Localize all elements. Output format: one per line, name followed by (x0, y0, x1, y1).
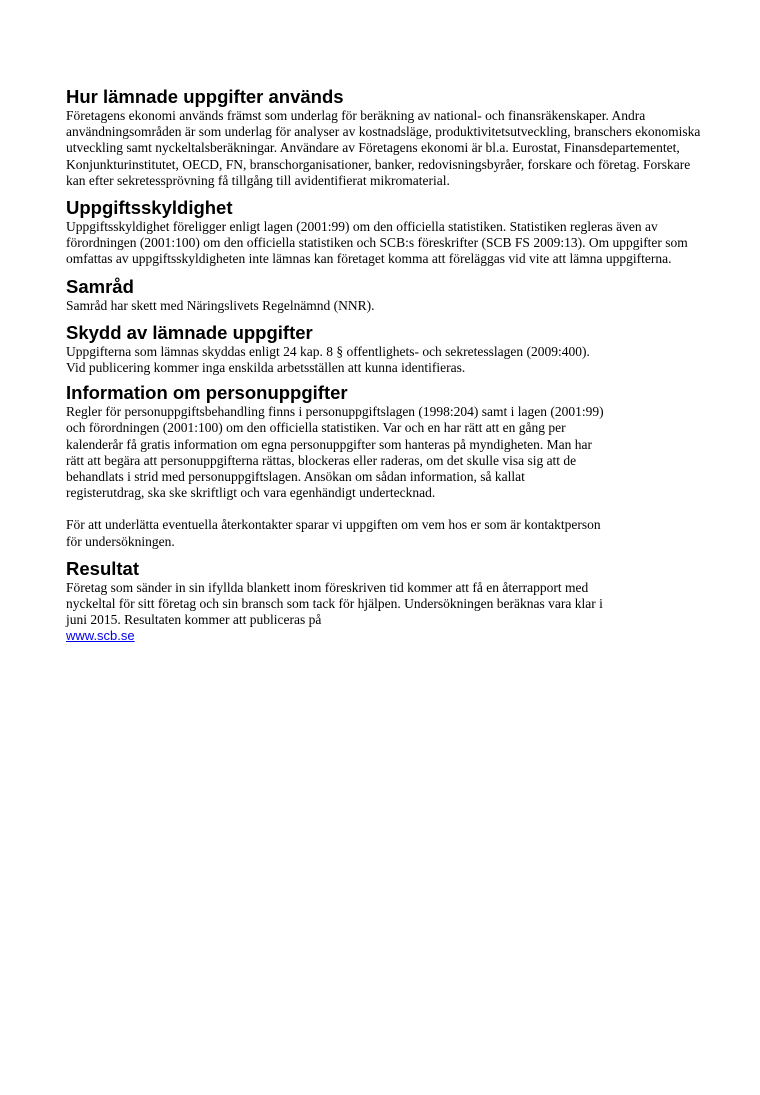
heading-personal-data: Information om personuppgifter (66, 382, 348, 404)
body-personal-data-contact: För att underlätta eventuella återkontakter sparar vi uppgiften om vem hos er som är kontaktperson för undersökningen. (66, 517, 601, 549)
scb-website-link[interactable]: www.scb.se (66, 628, 135, 644)
body-usage: Företagens ekonomi används främst som underlag för beräkning av national- och finansräkenskaper. Andra användningsområden är som underlag för analyser av kostnadsläge, produktivitetsutveckling, branschers ekonomiska utveckling samt nyckeltalsberäkningar. Användare av Företagens ekonomi är bl.a. Eurostat, Finansdepartementet, Konjunkturinstitutet, OECD, FN, branschorganisationer, banker, redovisningsbyråer, forskare och företag. Forskare kan efter sekretessprövning få tillgång till avidentifierat mikromaterial. (66, 108, 701, 188)
body-results-text: Företag som sänder in sin ifyllda blankett inom föreskriven tid kommer att få en återrapport med nyckeltal för sitt företag och sin bransch som tack för hjälpen. Undersökningen beräknas vara klar i juni 2015. Resultaten kommer att publiceras på (66, 579, 603, 628)
section-personal-data (66, 382, 706, 550)
heading-protection: Skydd av lämnade uppgifter (66, 321, 313, 343)
section-results (66, 558, 706, 645)
body-obligation: Uppgiftsskyldighet föreligger enligt lagen (2001:99) om den officiella statistiken. Statistiken regleras även av förordningen (2001:100) om den officiella statistiken och SCB:s föreskrifter (SCB FS 2009:13). Om uppgifter som omfattas av uppgiftsskyldigheten inte lämnas kan företaget komma att föreläggas vid vite att lämna uppgifterna. (66, 219, 688, 267)
section-obligation (66, 197, 706, 268)
heading-consultation: Samråd (66, 275, 134, 297)
heading-obligation: Uppgiftsskyldighet (66, 197, 233, 219)
section-protection (66, 322, 706, 376)
section-consultation (66, 276, 706, 314)
body-consultation: Samråd har skett med Näringslivets Regelnämnd (NNR). (66, 297, 375, 313)
section-usage (66, 86, 706, 189)
body-results (66, 580, 606, 645)
heading-usage: Hur lämnade uppgifter används (66, 86, 344, 107)
body-personal-data: Regler för personuppgiftsbehandling finns i personuppgiftslagen (1998:204) samt i lagen (2001:99) och förordningen (2001:100) om den officiella statistiken. Var och en har rätt att en gång per kalenderår få gratis information om egna personuppgifter som hanteras på myndigheten. Man har rätt att begära att personuppgifterna rättas, blockeras eller raderas, om det skulle visa sig att de behandlats i strid med personuppgiftslagen. Ansökan om sådan information, så kallat registerutdrag, ska ske skriftligt och vara egenhändigt undertecknad. (66, 404, 604, 501)
body-protection: Uppgifterna som lämnas skyddas enligt 24 kap. 8 § offentlighets- och sekretesslagen (2009:400). Vid publicering kommer inga enskilda arbetsställen att kunna identifieras. (66, 343, 590, 376)
document-page (66, 86, 706, 645)
heading-results: Resultat (66, 557, 139, 579)
